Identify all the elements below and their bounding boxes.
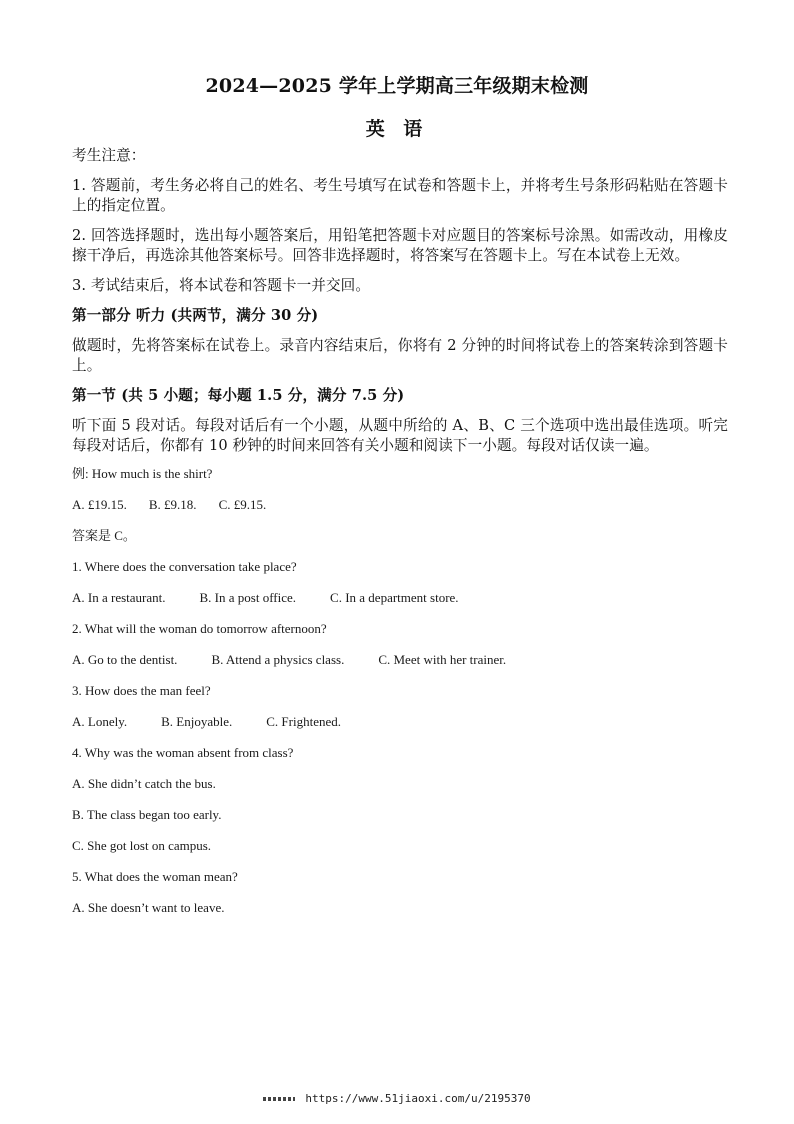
q1-option-a: A. In a restaurant. [72, 590, 166, 605]
exam-content [72, 146, 728, 931]
question-3-options [72, 714, 728, 730]
q3-option-a: A. Lonely. [72, 714, 128, 729]
q3-option-c: C. Frightened. [266, 714, 342, 729]
q4-option-b: B. The class began too early. [72, 807, 222, 822]
source-footer [0, 1092, 794, 1105]
footer-mark [263, 1097, 295, 1101]
q5-option-a: A. She doesn’t want to leave. [72, 900, 225, 915]
q4-option-a: A. She didn’t catch the bus. [72, 776, 216, 791]
q1-option-b: B. In a post office. [199, 590, 297, 605]
example-answer: 答案是 C。 [72, 528, 136, 543]
notice-item-2: 2. 回答选择题时，选出每小题答案后，用铅笔把答题卡对应题目的答案标号涂黑。如需改动，用橡皮擦干净后，再选涂其他答案标号。回答非选择题时，将答案写在答题卡上。写在本试卷上无效。 [72, 227, 728, 264]
question-1: 1. Where does the conversation take place? [72, 559, 297, 574]
notice-heading: 考生注意： [72, 147, 146, 164]
example-option-b: B. £9.18. [148, 497, 197, 512]
part1-heading: 第一部分 听力 (共两节，满分 30 分) [72, 307, 319, 324]
footer-url: https://www.51jiaoxi.com/u/2195370 [305, 1092, 531, 1105]
q2-option-c: C. Meet with her trainer. [378, 652, 507, 667]
section1-heading: 第一节 (共 5 小题；每小题 1.5 分，满分 7.5 分) [72, 387, 405, 404]
example-options [72, 497, 728, 513]
question-5: 5. What does the woman mean? [72, 869, 238, 884]
question-4: 4. Why was the woman absent from class? [72, 745, 294, 760]
q4-option-c: C. She got lost on campus. [72, 838, 212, 853]
part1-instruction: 做题时，先将答案标在试卷上。录音内容结束后，你将有 2 分钟的时间将试卷上的答案转涂到答题卡上。 [72, 337, 728, 374]
q2-option-a: A. Go to the dentist. [72, 652, 178, 667]
exam-subject: 英 语 [365, 118, 429, 140]
example-question: 例: How much is the shirt? [72, 466, 213, 481]
section1-instruction: 听下面 5 段对话。每段对话后有一个小题，从题中所给的 A、B、C 三个选项中选出最佳选项。听完每段对话后，你都有 10 秒钟的时间来回答有关小题和阅读下一小题。每段对话仅读一遍。 [72, 417, 728, 454]
question-3: 3. How does the man feel? [72, 683, 211, 698]
notice-item-1: 1. 答题前，考生务必将自己的姓名、考生号填写在试卷和答题卡上，并将考生号条形码粘贴在答题卡上的指定位置。 [72, 177, 728, 214]
question-1-options [72, 590, 728, 606]
q2-option-b: B. Attend a physics class. [211, 652, 345, 667]
q1-option-c: C. In a department store. [330, 590, 459, 605]
exam-title: 2024—2025 学年上学期高三年级期末检测 [205, 75, 589, 97]
notice-item-3: 3. 考试结束后，将本试卷和答题卡一并交回。 [72, 277, 371, 294]
example-option-c: C. £9.15. [218, 497, 267, 512]
question-2: 2. What will the woman do tomorrow afternoon? [72, 621, 327, 636]
question-2-options [72, 652, 728, 668]
example-option-a: A. £19.15. [72, 497, 127, 512]
q3-option-b: B. Enjoyable. [161, 714, 233, 729]
